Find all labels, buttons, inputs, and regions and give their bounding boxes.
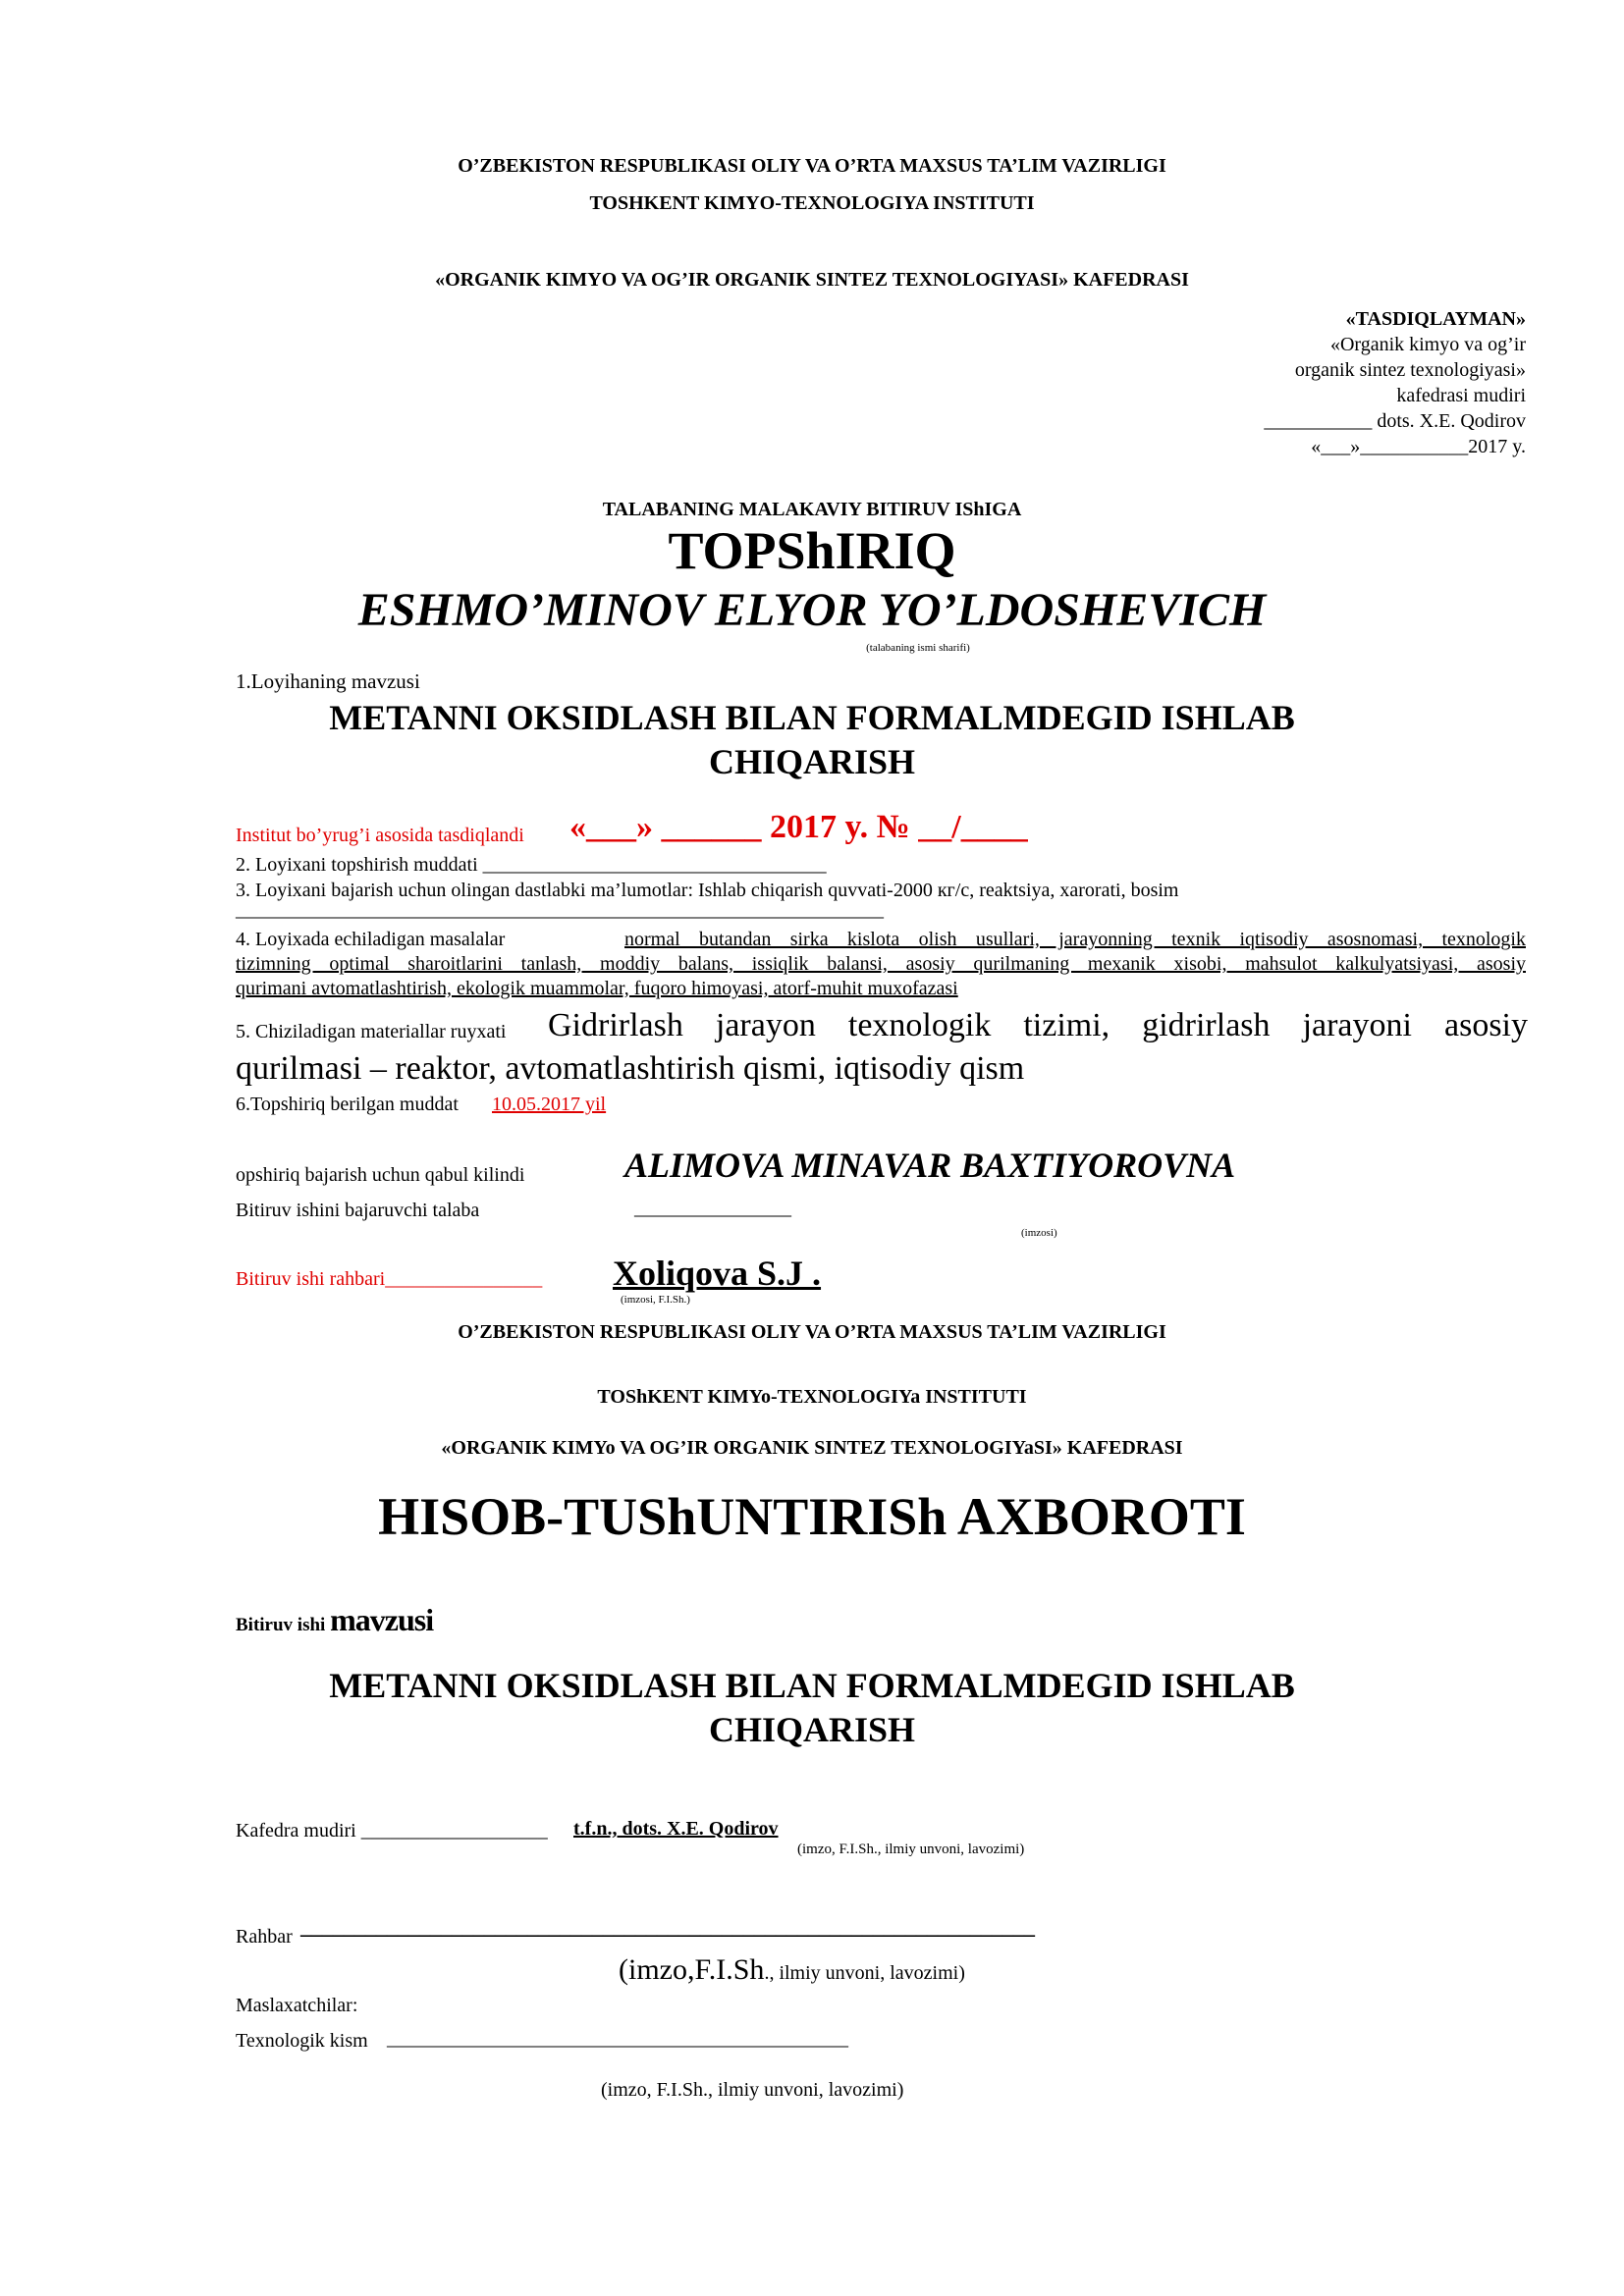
order-value: «___» ______ 2017 y. № __/____	[569, 809, 1028, 845]
report-institute-heading: TOShKENT KIMYo-TEXNOLOGIYa INSTITUTI	[597, 1386, 1027, 1408]
tasks-text: normal butandan sirka kislota olish usullari, jarayonning texnik iqtisodiy asosnomasi, texnologik	[624, 929, 1526, 950]
student-label: Bitiruv ishini bajaruvchi talaba	[236, 1200, 480, 1221]
topic-line: CHIQARISH	[708, 742, 916, 781]
leader-caption-small: ., ilmiy unvoni, lavozimi)	[764, 1962, 965, 1984]
student-name-caption: (talabaning ismi sharifi)	[866, 642, 970, 654]
report-ministry-heading: O’ZBEKISTON RESPUBLIKASI OLIY VA O’RTA MAXSUS TA’LIM VAZIRLIGI	[458, 1321, 1166, 1343]
approval-signature: ___________ dots. X.E. Qodirov	[1264, 410, 1526, 432]
tech-caption: (imzo, F.I.Sh., ilmiy unvoni, lavozimi)	[601, 2079, 904, 2101]
supervisor-caption: (imzosi, F.I.Sh.)	[621, 1294, 690, 1306]
leader-blank: ____________________________________________________________________	[300, 1914, 1035, 1939]
tasks-text: qurimani avtomatlashtirish, ekologik muammolar, fuqoro himoyasi, atorf-muhit muxofazasi	[236, 978, 958, 999]
head-name: t.f.n., dots. X.E. Qodirov	[573, 1818, 779, 1840]
approval-date: «___»___________2017 y.	[1311, 436, 1526, 457]
supervisor-name: Xoliqova S.J .	[613, 1254, 822, 1293]
consultants-label: Maslaxatchilar:	[236, 1995, 358, 2016]
tech-blank: _______________________________________________	[387, 2028, 848, 2050]
supervisor-label: Bitiruv ishi rahbari________________	[236, 1268, 543, 1290]
leader-label: Rahbar	[236, 1926, 293, 1948]
head-label: Kafedra mudiri ___________________	[236, 1820, 548, 1842]
item-issue-date-label: 6.Topshiriq berilgan muddat	[236, 1094, 459, 1115]
item-drawings-label: 5. Chiziladigan materiallar ruyxati	[236, 1021, 507, 1042]
approval-title: «TASDIQLAYMAN»	[1345, 308, 1526, 330]
accepted-name: ALIMOVA MINAVAR BAXTIYOROVNA	[624, 1146, 1236, 1185]
topic-line: METANNI OKSIDLASH BILAN FORMALMDEGID ISHLAB	[329, 698, 1295, 737]
leader-caption-big: (imzo,F.I.Sh	[619, 1953, 765, 1986]
approval-line: «Organik kimyo va og’ir	[1329, 334, 1526, 355]
institute-heading: TOSHKENT KIMYO-TEXNOLOGIYA INSTITUTI	[589, 192, 1035, 214]
report-topic-line: CHIQARISH	[708, 1710, 916, 1749]
approval-line: kafedrasi mudiri	[1396, 385, 1526, 406]
signature-caption: (imzosi)	[1021, 1227, 1057, 1239]
report-department-heading: «ORGANIK KIMYo VA OG’IR ORGANIK SINTEZ TEXNOLOGIYaSI» KAFEDRASI	[441, 1437, 1183, 1459]
issue-date: 10.05.2017 yil	[492, 1094, 607, 1115]
item-tasks-label: 4. Loyixada echiladigan masalalar	[236, 929, 506, 950]
drawings-text: Gidrirlash jarayon texnologik tizimi, gidrirlash jarayoni asosiy	[548, 1007, 1528, 1043]
drawings-text: qurilmasi – reaktor, avtomatlashtirish qismi, iqtisodiy qism	[236, 1050, 1025, 1087]
initial-data-blank: __________________________________________________________________	[236, 899, 884, 921]
assignment-title: TOPShIRIQ	[668, 521, 956, 580]
approval-line: organik sintez texnologiyasi»	[1294, 359, 1526, 381]
student-name: ESHMO’MINOV ELYOR YO’LDOSHEVICH	[357, 584, 1267, 636]
student-signature-blank: ________________	[634, 1198, 791, 1219]
topic-label: 1.Loyihaning mavzusi	[236, 669, 420, 693]
report-topic-label	[236, 1602, 433, 1638]
item-submission-deadline: 2. Loyixani topshirish muddati ___________________________________	[236, 854, 827, 876]
report-title: HISOB-TUShUNTIRISh AXBOROTI	[378, 1487, 1246, 1546]
order-label: Institut bo’yrug’i asosida tasdiqlandi	[236, 825, 524, 846]
ministry-heading: O’ZBEKISTON RESPUBLIKASI OLIY VA O’RTA MAXSUS TA’LIM VAZIRLIGI	[458, 155, 1166, 177]
tech-label: Texnologik kism	[236, 2030, 368, 2052]
report-topic-line: METANNI OKSIDLASH BILAN FORMALMDEGID ISHLAB	[329, 1666, 1295, 1705]
assignment-subtitle: TALABANING MALAKAVIY BITIRUV IShIGA	[602, 499, 1022, 520]
leader-caption	[619, 1953, 965, 1987]
report-topic-label-big: mavzusi	[330, 1602, 434, 1637]
tasks-text: tizimning optimal sharoitlarini tanlash, moddiy balans, issiqlik balansi, asosiy qurilmaning mexanik xisobi, mahsulot kalkulyatsiyasi, asosiy	[236, 953, 1526, 975]
head-caption: (imzo, F.I.Sh., ilmiy unvoni, lavozimi)	[797, 1842, 1025, 1857]
approval-block	[1264, 306, 1526, 459]
department-heading: «ORGANIK KIMYO VA OG’IR ORGANIK SINTEZ TEXNOLOGIYASI» KAFEDRASI	[435, 269, 1189, 291]
accepted-label: opshiriq bajarish uchun qabul kilindi	[236, 1164, 525, 1186]
item-initial-data: 3. Loyixani bajarish uchun olingan dastlabki ma’lumotlar: Ishlab chiqarish quvvati-2000 кг/с, reaktsiya, xarorati, bosim	[236, 880, 1179, 901]
report-topic-label-small: Bitiruv ishi	[236, 1615, 326, 1635]
